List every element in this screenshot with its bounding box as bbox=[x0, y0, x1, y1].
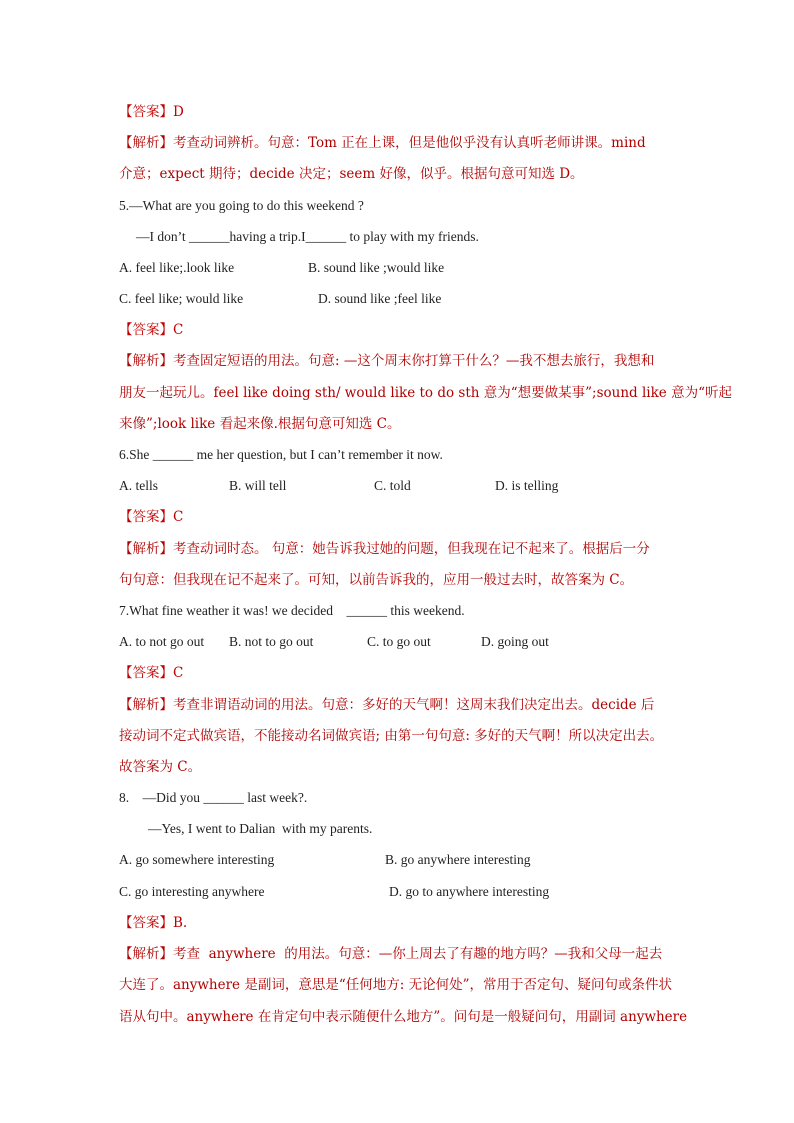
question-6-option-a: A. tells bbox=[119, 478, 158, 493]
answer-label: 【答案】D bbox=[119, 104, 184, 120]
explanation-line: 【解析】考查动词时态。 句意：她告诉我过她的问题，但我现在记不起来了。根据后一分 bbox=[119, 541, 650, 557]
explanation-line: 朋友一起玩儿。feel like doing sth/ would like to do sth 意为“想要做某事”;sound like 意为“听起 bbox=[119, 385, 732, 401]
question-7-option-a: A. to not go out bbox=[119, 634, 205, 649]
explanation-line: 【解析】考查非谓语动词的用法。句意：多好的天气啊！这周末我们决定出去。decide 后 bbox=[119, 697, 655, 713]
answer-label: 【答案】C bbox=[119, 509, 184, 525]
question-8-line2: —Yes, I went to Dalian with my parents. bbox=[148, 821, 373, 836]
explanation-line: 大连了。anywhere 是副词，意思是“任何地方: 无论何处”，常用于否定句、疑问句或条件状 bbox=[119, 977, 672, 993]
explanation-line: 故答案为 C。 bbox=[119, 759, 202, 775]
explanation-line: 来像”;look like 看起来像.根据句意可知选 C。 bbox=[119, 416, 401, 432]
question-7-option-d: D. going out bbox=[481, 634, 549, 649]
question-8-option-c: C. go interesting anywhere bbox=[119, 884, 265, 899]
explanation-line: 接动词不定式做宾语，不能接动名词做宾语; 由第一句句意: 多好的天气啊！所以决定出去。 bbox=[119, 728, 664, 744]
explanation-line: 【解析】考查固定短语的用法。句意: —这个周末你打算干什么？—我不想去旅行，我想和 bbox=[119, 353, 655, 369]
explanation-line: 介意；expect 期待；decide 决定；seem 好像，似乎。根据句意可知选 D。 bbox=[119, 166, 584, 182]
explanation-line: 【解析】考查动词辨析。句意：Tom 正在上课，但是他似乎没有认真听老师讲课。mind bbox=[119, 135, 646, 151]
question-6-stem: 6.She ______ me her question, but I can’t remember it now. bbox=[119, 447, 443, 462]
question-7-stem: 7.What fine weather it was! we decided ______ this weekend. bbox=[119, 603, 465, 618]
question-8-stem: 8. —Did you ______ last week?. bbox=[119, 790, 308, 805]
question-5-option-d: D. sound like ;feel like bbox=[318, 291, 442, 306]
answer-label: 【答案】B. bbox=[119, 915, 188, 931]
explanation-line: 语从句中。anywhere 在肯定句中表示随便什么地方”。问句是一般疑问句，用副词 anywhere bbox=[119, 1009, 688, 1025]
question-8-option-b: B. go anywhere interesting bbox=[385, 852, 531, 867]
question-5-stem: 5.—What are you going to do this weekend ? bbox=[119, 198, 364, 213]
question-5-line2: —I don’t ______having a trip.I______ to play with my friends. bbox=[136, 229, 479, 244]
question-7-option-c: C. to go out bbox=[367, 634, 431, 649]
question-7-option-b: B. not to go out bbox=[229, 634, 314, 649]
explanation-line: 句句意：但我现在记不起来了。可知，以前告诉我的，应用一般过去时，故答案为 C。 bbox=[119, 572, 634, 588]
question-6-option-b: B. will tell bbox=[229, 478, 287, 493]
question-6-option-d: D. is telling bbox=[495, 478, 559, 493]
question-8-option-a: A. go somewhere interesting bbox=[119, 852, 275, 867]
question-5-option-a: A. feel like;.look like bbox=[119, 260, 235, 275]
question-5-option-c: C. feel like; would like bbox=[119, 291, 244, 306]
question-6-option-c: C. told bbox=[374, 478, 411, 493]
answer-label: 【答案】C bbox=[119, 665, 184, 681]
question-5-option-b: B. sound like ;would like bbox=[308, 260, 445, 275]
answer-label: 【答案】C bbox=[119, 322, 184, 338]
explanation-line: 【解析】考查 anywhere 的用法。句意：—你上周去了有趣的地方吗？—我和父母一起去 bbox=[119, 946, 663, 962]
question-8-option-d: D. go to anywhere interesting bbox=[389, 884, 550, 899]
